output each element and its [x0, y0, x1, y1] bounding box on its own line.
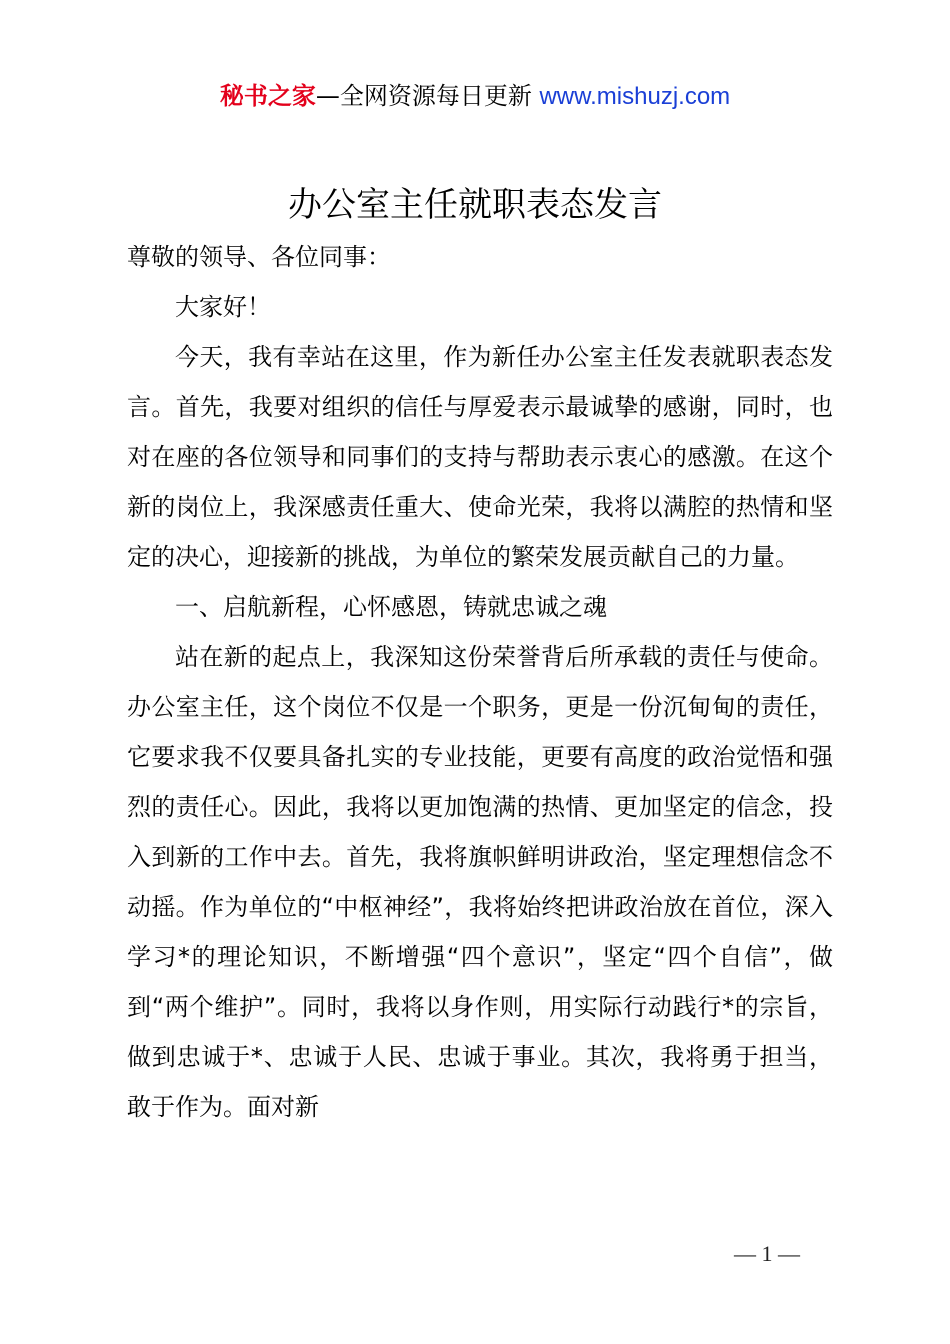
document-title: 办公室主任就职表态发言 [288, 185, 662, 225]
section-heading: 一、启航新程，心怀感恩，铸就忠诚之魂 [175, 593, 607, 621]
page-number: — 1 — [734, 1241, 800, 1266]
paragraph-section-one: 站在新的起点上，我深知这份荣誉背后所承载的责任与使命。办公室主任，这个岗位不仅是一个职务，更是一份沉甸甸的责任，它要求我不仅要具备扎实的专业技能，更要有高度的政治觉悟和强烈的责任心。因此，我将以更加饱满的热情、更加坚定的信念，投入到新的工作中去。首先，我将旗帜鲜明讲政治，坚定理想信念不动摇。作为单位的“中枢神经”，我将始终把讲政治放在首位，深入学习*的理论知识，不断增强“四个意识”，坚定“四个自信”，做到“两个维护”。同时，我将以身作则，用实际行动践行*的宗旨，做到忠诚于*、忠诚于人民、忠诚于事业。其次，我将勇于担当，敢于作为。面对新 [127, 643, 833, 1121]
site-url[interactable]: www.mishuzj.com [539, 83, 731, 110]
brand-name: 秘书之家 [219, 82, 316, 110]
salutation: 尊敬的领导、各位同事： [127, 243, 391, 271]
site-header [0, 78, 950, 115]
paragraph-intro: 今天，我有幸站在这里，作为新任办公室主任发表就职表态发言。首先，我要对组织的信任与厚爱表示最诚挚的感谢，同时，也对在座的各位领导和同事们的支持与帮助表示衷心的感激。在这个新的岗位上，我深感责任重大、使命光荣，我将以满腔的热情和坚定的决心，迎接新的挑战，为单位的繁荣发展贡献自己的力量。 [127, 343, 833, 571]
header-tagline: —全网资源每日更新 [315, 82, 540, 110]
greeting: 大家好！ [175, 293, 271, 321]
document-body [127, 232, 833, 1132]
